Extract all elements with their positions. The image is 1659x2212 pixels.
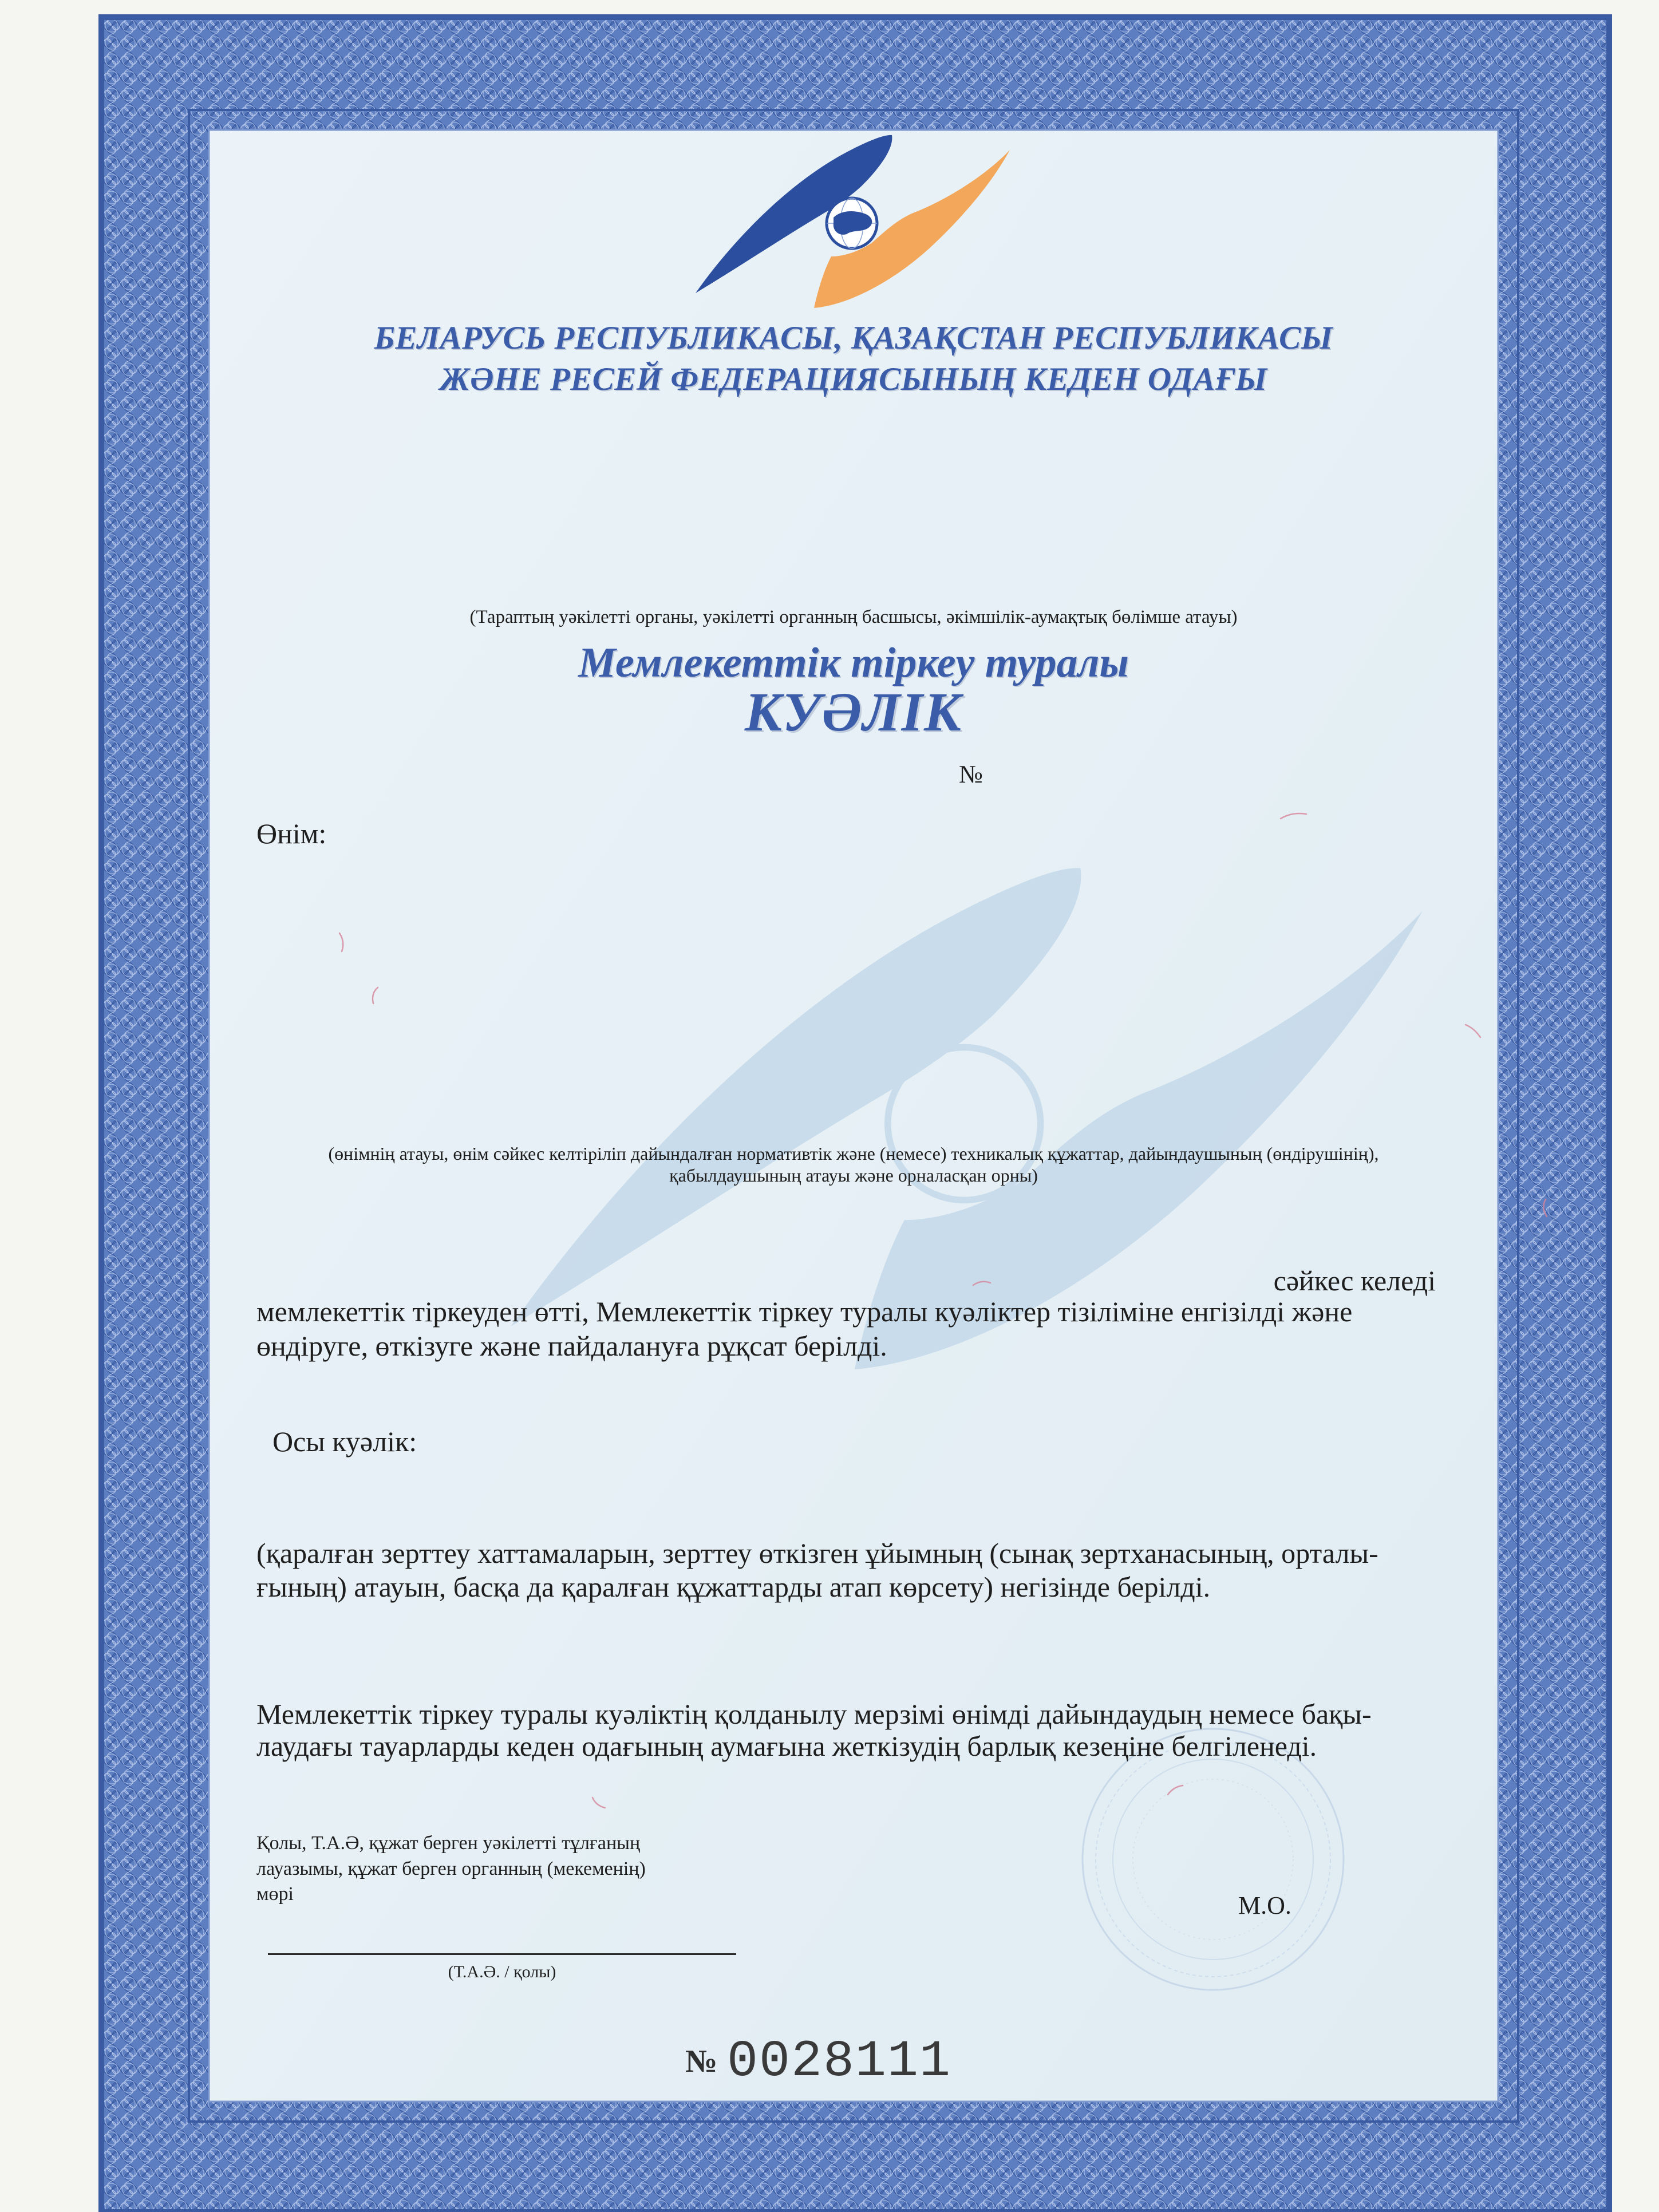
basis-caption-line-2: ғының) атауын, басқа да қаралған құжаттарды атап көрсету) негізінде берілді. [256,1571,1211,1603]
security-fiber [1543,1199,1547,1216]
security-fiber [1168,1786,1183,1795]
signature-caption-line-2: лауазымы, құжат берген органның (мекеменің) [256,1858,646,1879]
signature-caption-line-1: Қолы, Т.А.Ә, құжат берген уәкілетті тұлғаның [256,1832,641,1854]
document-title-line-1: Мемлекеттік тіркеу туралы [578,639,1129,686]
header-line-1: БЕЛАРУСЬ РЕСПУБЛИКАСЫ, ҚАЗАҚСТАН РЕСПУБЛИКАСЫ [374,320,1333,356]
security-fiber [339,933,343,951]
security-fiber [1281,813,1306,819]
basis-caption-line-1: (қаралған зерттеу хаттамаларын, зерттеу өткізген ұйымның (сынақ зертханасының, орталы- [256,1537,1378,1569]
authority-caption: (Тараптың уәкілетті органы, уәкілетті органның басшысы, әкімшілік-аумақтық бөлімше атауы) [469,607,1238,627]
conformity-line-2: өндіруге, өткізуге және пайдалануға рұқсат берілді. [256,1330,887,1362]
product-label: Өнім: [256,817,327,850]
signature-line-caption: (Т.А.Ә. / қолы) [448,1962,556,1981]
customs-union-emblem-icon [681,126,1025,321]
signature-caption-line-3: мөрі [256,1883,294,1905]
certificate-number-label: № [959,760,983,788]
complies-text: сәйкес келеді [1273,1265,1436,1297]
security-fiber [973,1282,990,1285]
conformity-line-1: мемлекеттік тіркеуден өтті, Мемлекеттік тіркеу туралы куәліктер тізіліміне енгізілді және [256,1295,1353,1328]
security-fiber [373,988,378,1004]
validity-line-2: лаудағы тауарларды кеден одағының аумағына жеткізудің барлық кезеңіне белгіленеді. [256,1730,1317,1762]
basis-label: Осы куәлік: [272,1425,417,1457]
document-title-line-2: КУӘЛІК [744,681,963,742]
signature-line [268,1953,736,1955]
product-caption-line-1: (өнімнің атауы, өнім сәйкес келтіріліп дайындалған нормативтік және (немесе) техникалық құжаттар, дайындаушының (өндірушінің), [328,1143,1379,1164]
validity-line-1: Мемлекеттік тіркеу туралы куәліктің қолданылу мерзімі өнімді дайындаудың немесе бақы- [256,1698,1372,1730]
serial-number: 0028111 [727,2033,952,2091]
security-fiber [1466,1025,1480,1037]
serial-number-prefix: № [685,2044,718,2079]
product-caption-line-2: қабылдаушының атауы және орналасқан орны) [669,1165,1038,1186]
header-line-2: ЖӘНЕ РЕСЕЙ ФЕДЕРАЦИЯСЫНЫҢ КЕДЕН ОДАҒЫ [440,361,1267,397]
security-fiber [592,1798,605,1808]
stamp-place-label: М.О. [1238,1891,1291,1919]
emblem-globe [827,198,877,248]
